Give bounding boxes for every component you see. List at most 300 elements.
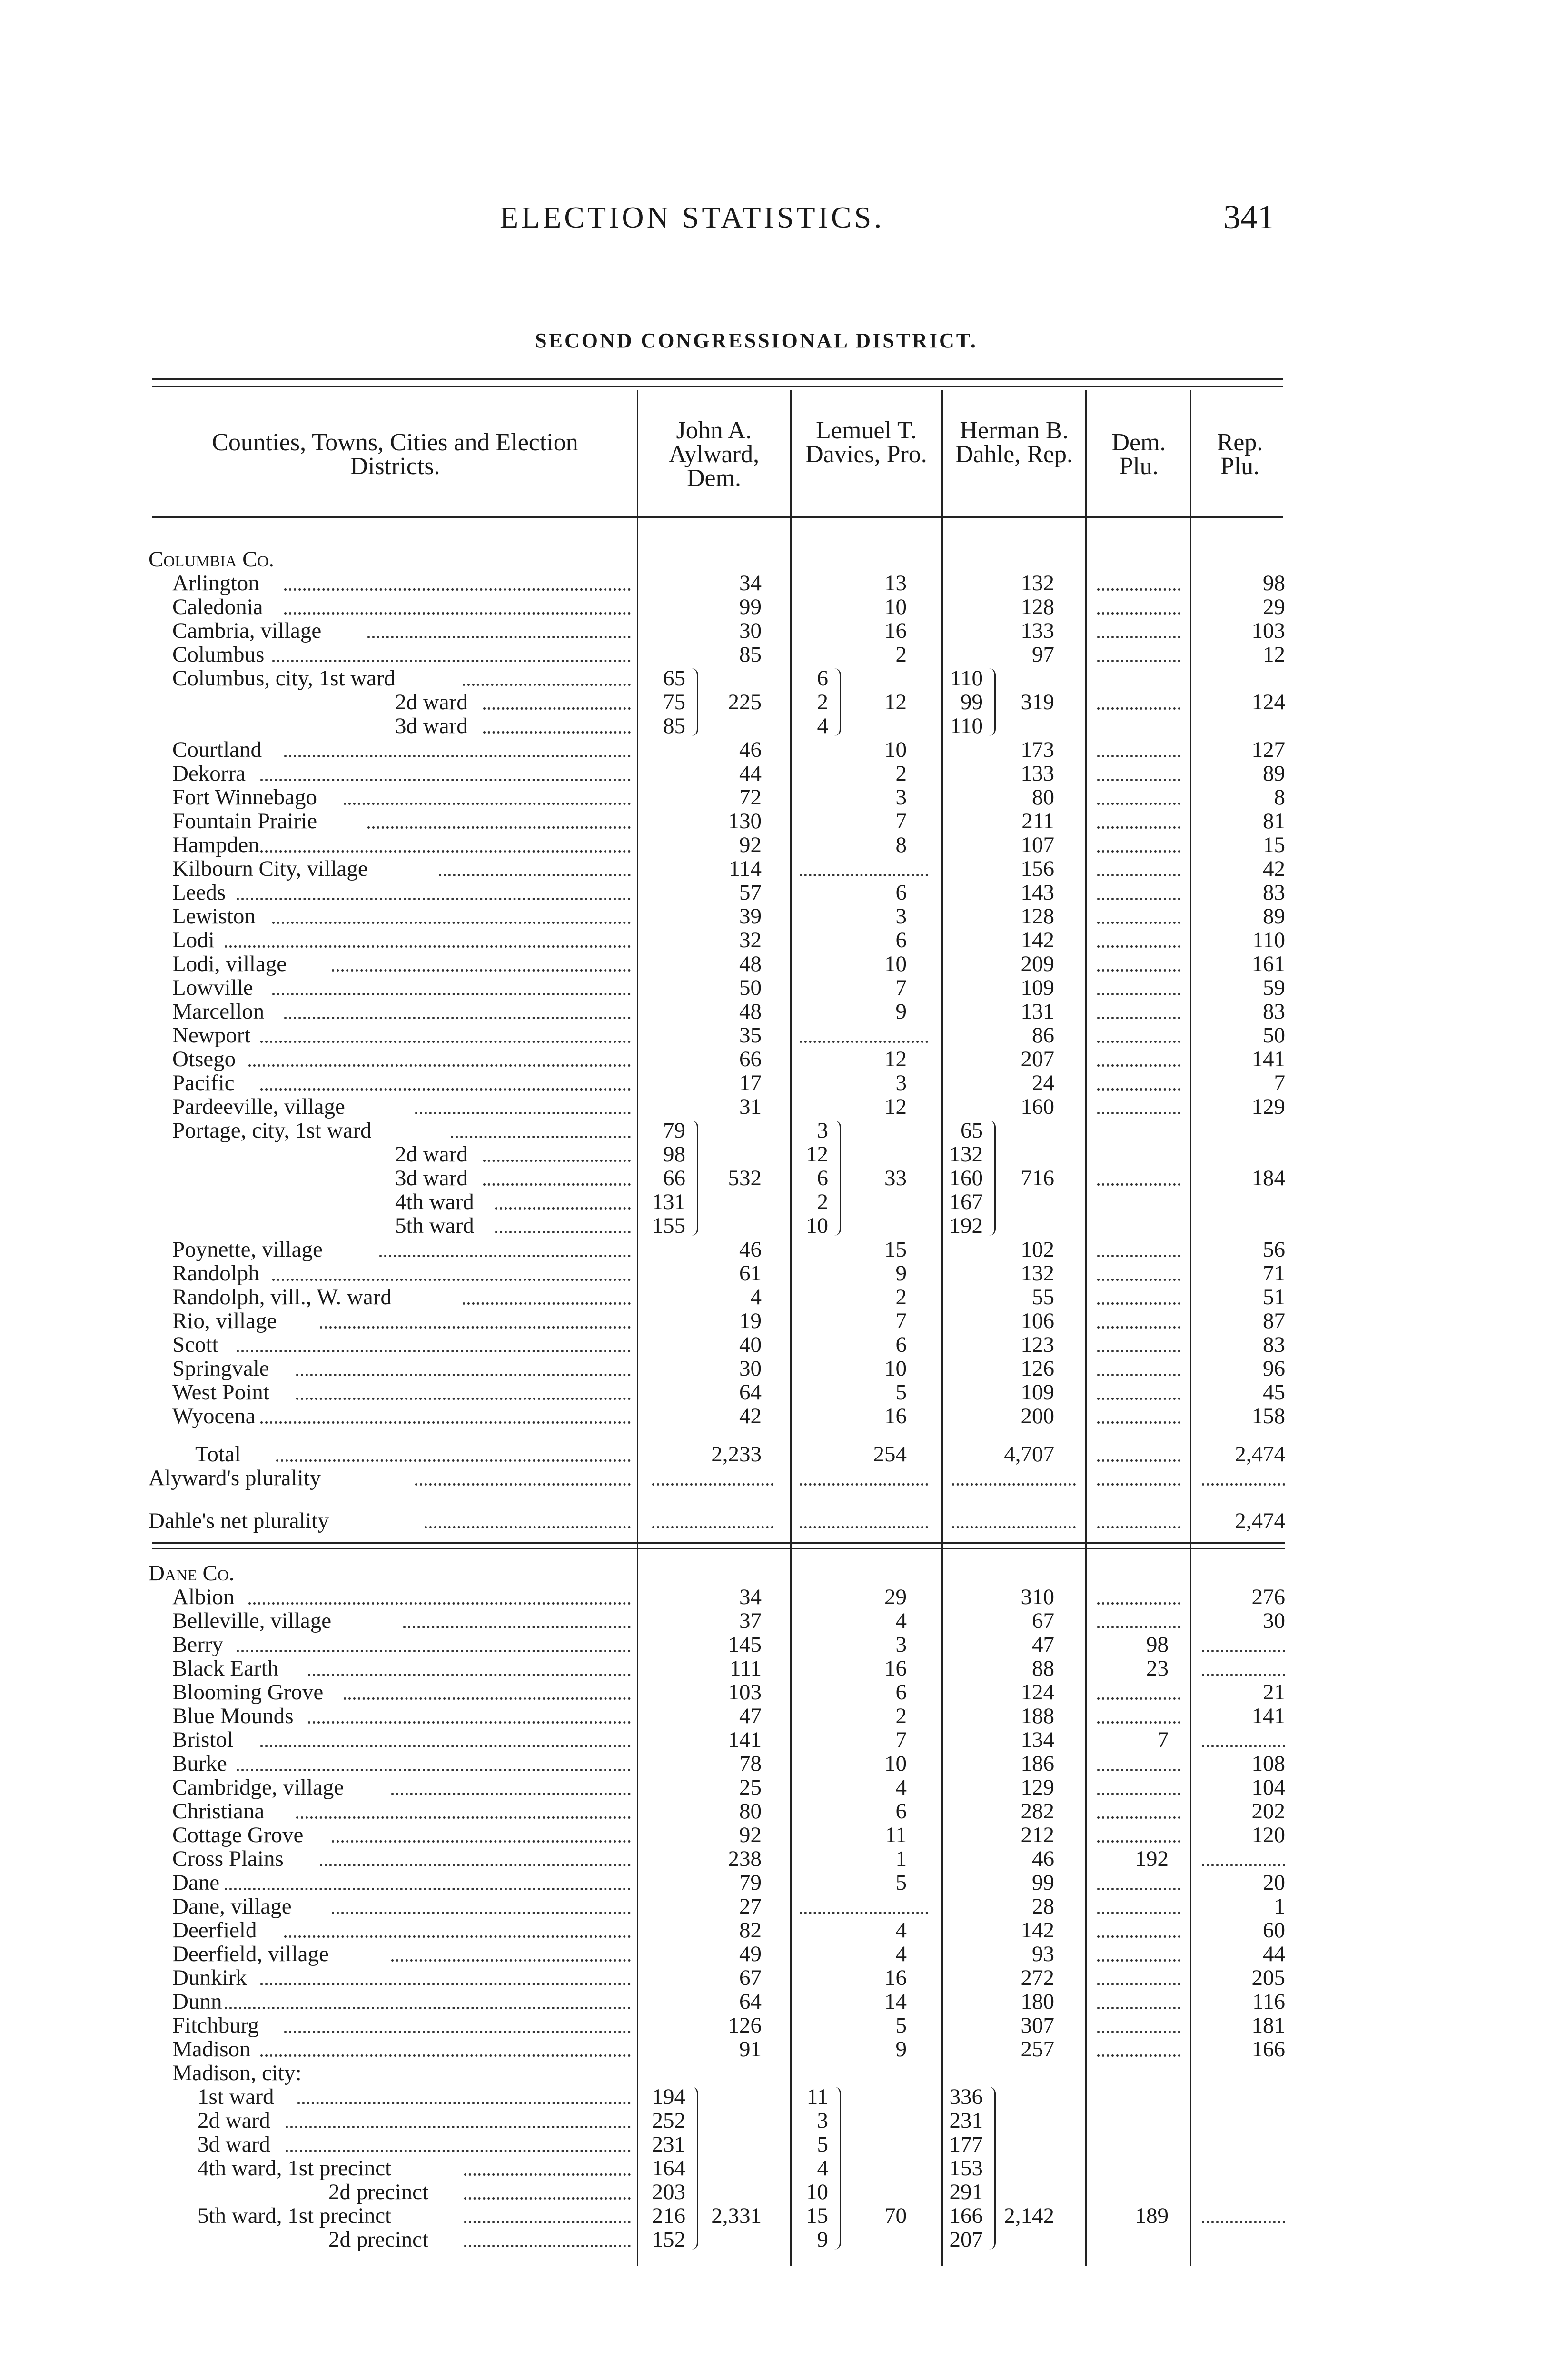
leader-dots (260, 1983, 631, 1985)
table-row (0, 857, 1546, 881)
table-row (0, 1823, 1546, 1847)
dahle-value: 132 (1021, 571, 1054, 595)
district-name: Black Earth (172, 1656, 279, 1680)
table-row (0, 1585, 1546, 1609)
dahle-value: 80 (1032, 785, 1054, 810)
aylward-subvalue: 65 (663, 666, 685, 691)
aylward-group-total: 225 (728, 690, 762, 714)
davies-value: 6 (895, 928, 907, 952)
empty-cell-dots (1097, 1888, 1180, 1890)
davies-value: 8 (895, 833, 907, 857)
davies-value: 2 (895, 761, 907, 786)
davies-subvalue: 6 (817, 666, 828, 691)
rep-plurality-value: 89 (1263, 761, 1285, 786)
aylward-subvalue: 98 (663, 1142, 685, 1167)
table-row (0, 619, 1546, 643)
district-name: 5th ward (395, 1214, 474, 1238)
empty-cell-dots (1202, 2221, 1285, 2223)
aylward-subvalue: 131 (652, 1190, 685, 1214)
aylward-value: 145 (728, 1632, 762, 1657)
empty-cell-dots (1097, 1721, 1180, 1724)
leader-dots (248, 1064, 631, 1067)
aylward-value: 30 (739, 1356, 762, 1381)
district-name: Lodi, village (172, 952, 287, 976)
leader-dots (296, 1374, 631, 1376)
table-row (0, 714, 1546, 738)
dahle-value: 188 (1021, 1704, 1054, 1728)
rep-plurality-value: 96 (1263, 1356, 1285, 1381)
leader-dots (332, 1840, 631, 1843)
empty-cell-dots (1097, 993, 1180, 995)
dahle-value: 67 (1032, 1608, 1054, 1633)
aylward-value: 79 (739, 1870, 762, 1895)
leader-dots (464, 2245, 631, 2247)
empty-cell-dots (1097, 1959, 1180, 1962)
dahle-value: 129 (1021, 1775, 1054, 1800)
dahle-value: 310 (1021, 1585, 1054, 1609)
page-number: 341 (1223, 198, 1275, 236)
table-row (0, 1609, 1546, 1633)
district-name: Rio, village (172, 1309, 277, 1333)
davies-group-total: 33 (884, 1166, 907, 1190)
empty-cell-dots (1097, 660, 1180, 662)
leader-dots (308, 1721, 631, 1724)
aylward-subvalue: 231 (652, 2132, 685, 2157)
rep-plurality-value: 98 (1263, 571, 1285, 595)
dahle-value: 143 (1021, 880, 1054, 905)
district-name: Arlington (172, 571, 259, 595)
leader-dots (464, 2197, 631, 2200)
aylward-value: 50 (739, 975, 762, 1000)
rep-plurality-group-total: 184 (1251, 1166, 1285, 1190)
district-name: 2d precinct (328, 2228, 429, 2251)
davies-subvalue: 12 (806, 1142, 828, 1167)
aylward-value: 78 (739, 1751, 762, 1776)
aylward-subvalue: 194 (652, 2084, 685, 2109)
dahle-value: 88 (1032, 1656, 1054, 1681)
rep-plurality-value: 108 (1251, 1751, 1285, 1776)
davies-subvalue: 6 (817, 1166, 828, 1190)
leader-dots (439, 874, 631, 876)
rep-plurality-value: 141 (1251, 1047, 1285, 1071)
aylward-value: 34 (739, 1585, 762, 1609)
dahle-subvalue: 110 (950, 714, 983, 738)
leader-dots (495, 1231, 631, 1233)
district-name: Portage, city, 1st ward (172, 1119, 372, 1142)
dahle-subvalue: 192 (949, 1213, 983, 1238)
header-top-rule (152, 378, 1283, 380)
davies-value: 7 (895, 1309, 907, 1333)
header-districts: Counties, Towns, Cities and Election Districts. (212, 429, 578, 480)
leader-dots (495, 1207, 631, 1210)
aylward-brace (690, 1121, 698, 1236)
empty-cell-dots (1202, 1650, 1285, 1652)
rep-plurality-total: 2,474 (1235, 1442, 1285, 1467)
davies-value: 1 (895, 1846, 907, 1871)
table-row (0, 738, 1546, 762)
district-name: Lewiston (172, 904, 256, 928)
aylward-value: 61 (739, 1261, 762, 1286)
aylward-value: 126 (728, 2013, 762, 2038)
davies-subvalue: 2 (817, 690, 828, 714)
leader-dots (296, 1398, 631, 1400)
davies-subvalue: 4 (817, 2156, 828, 2181)
aylward-value: 92 (739, 1823, 762, 1847)
dahle-value: 128 (1021, 904, 1054, 929)
dahle-value: 28 (1032, 1894, 1054, 1919)
aylward-value: 82 (739, 1918, 762, 1943)
davies-subvalue: 3 (817, 1118, 828, 1143)
aylward-value: 48 (739, 952, 762, 976)
aylward-value: 4 (750, 1285, 762, 1309)
dahle-subvalue: 336 (949, 2084, 983, 2109)
dahle-subvalue: 231 (949, 2108, 983, 2133)
section-rule (152, 1548, 1285, 1549)
davies-value: 7 (895, 809, 907, 833)
dahle-subvalue: 65 (961, 1118, 983, 1143)
table-row (0, 1071, 1546, 1095)
district-name: Poynette, village (172, 1238, 323, 1261)
dahle-value: 133 (1021, 761, 1054, 786)
table-row (0, 881, 1546, 904)
dahle-value: 106 (1021, 1309, 1054, 1333)
leader-dots (272, 922, 631, 924)
dahle-subvalue: 110 (950, 666, 983, 691)
davies-value: 10 (884, 1356, 907, 1381)
table-row (0, 2180, 1546, 2204)
dahle-value: 109 (1021, 1380, 1054, 1405)
davies-group-total: 12 (884, 690, 907, 714)
district-name: 3d ward (395, 1166, 468, 1190)
leader-dots (367, 826, 631, 829)
empty-cell-dots (1097, 969, 1180, 972)
table-row (0, 2228, 1546, 2251)
rep-plurality-value: 205 (1251, 1965, 1285, 1990)
header-dahle: Herman B. Dahle, Rep. (955, 417, 1073, 468)
district-name: Kilbourn City, village (172, 857, 368, 881)
district-name: 2d ward (395, 690, 468, 714)
empty-cell-dots (1097, 1626, 1180, 1628)
dahle-brace (988, 2087, 996, 2250)
dahle-value: 156 (1021, 856, 1054, 881)
aylward-subvalue: 203 (652, 2180, 685, 2204)
empty-cell-dots (800, 1912, 928, 1914)
leader-dots (237, 1350, 631, 1352)
aylward-value: 99 (739, 595, 762, 619)
district-name: 2d precinct (328, 2180, 429, 2204)
empty-cell-dots (1097, 636, 1180, 638)
rep-plurality-value: 161 (1251, 952, 1285, 976)
dahle-value: 86 (1032, 1023, 1054, 1048)
dahle-subvalue: 207 (949, 2227, 983, 2252)
dahle-value: 307 (1021, 2013, 1054, 2038)
davies-value: 5 (895, 1870, 907, 1895)
davies-brace (833, 668, 841, 736)
empty-cell-dots (1097, 1279, 1180, 1281)
table-row (0, 1966, 1546, 1990)
davies-value: 12 (884, 1047, 907, 1071)
district-name: Alyward's plurality (149, 1466, 321, 1490)
empty-cell-dots (1097, 1769, 1180, 1771)
dahle-value: 109 (1021, 975, 1054, 1000)
rep-plurality-value: 29 (1263, 595, 1285, 619)
leader-dots (272, 1279, 631, 1281)
table-row (0, 928, 1546, 952)
table-row (0, 1704, 1546, 1728)
davies-brace (833, 2087, 841, 2250)
davies-value: 5 (895, 1380, 907, 1405)
county-heading (0, 547, 1546, 571)
leader-dots (464, 2173, 631, 2176)
davies-value: 3 (895, 1071, 907, 1095)
leader-dots (403, 1626, 631, 1628)
district-name: Fort Winnebago (172, 785, 317, 809)
davies-value: 10 (884, 1751, 907, 1776)
aylward-value: 39 (739, 904, 762, 929)
rep-plurality-value: 44 (1263, 1942, 1285, 1966)
leader-dots (272, 660, 631, 662)
district-name: Springvale (172, 1357, 269, 1380)
district-name: Caledonia (172, 595, 263, 619)
davies-value: 2 (895, 642, 907, 667)
empty-cell-dots (1097, 1088, 1180, 1091)
empty-cell-dots (1097, 1326, 1180, 1329)
aylward-value: 64 (739, 1989, 762, 2014)
empty-cell-dots (800, 1526, 928, 1528)
aylward-value: 44 (739, 761, 762, 786)
table-row (0, 1214, 1546, 1238)
empty-cell-dots (1097, 898, 1180, 900)
aylward-subvalue: 216 (652, 2203, 685, 2228)
davies-subvalue: 4 (817, 714, 828, 738)
leader-dots (237, 1650, 631, 1652)
dahle-subvalue: 99 (961, 690, 983, 714)
aylward-value: 48 (739, 999, 762, 1024)
table-row (0, 1680, 1546, 1704)
dahle-value: 107 (1021, 833, 1054, 857)
davies-value: 6 (895, 1332, 907, 1357)
table-row (0, 643, 1546, 666)
table-row (0, 1799, 1546, 1823)
rep-plurality-value: 181 (1251, 2013, 1285, 2038)
rep-plurality-value: 83 (1263, 999, 1285, 1024)
table-row (0, 1000, 1546, 1023)
davies-value: 29 (884, 1585, 907, 1609)
davies-value: 3 (895, 904, 907, 929)
dahle-value: 131 (1021, 999, 1054, 1024)
empty-cell-dots (952, 1526, 1076, 1528)
table-row (0, 1894, 1546, 1918)
district-name: Fountain Prairie (172, 809, 317, 833)
aylward-value: 19 (739, 1309, 762, 1333)
rep-plurality-value: 21 (1263, 1680, 1285, 1705)
dahle-total: 4,707 (1004, 1442, 1054, 1467)
dahle-value: 132 (1021, 1261, 1054, 1286)
table-row (0, 1990, 1546, 2013)
davies-value: 16 (884, 1965, 907, 1990)
aylward-value: 114 (729, 856, 762, 881)
empty-cell-dots (1097, 945, 1180, 948)
leader-dots (260, 1745, 631, 1747)
district-name: Deerfield (172, 1918, 257, 1942)
dahle-net-row (0, 1509, 1546, 1533)
aylward-value: 111 (729, 1656, 762, 1681)
rep-plurality-group-total: 124 (1251, 690, 1285, 714)
davies-value: 10 (884, 595, 907, 619)
aylward-value: 92 (739, 833, 762, 857)
aylward-subvalue: 152 (652, 2227, 685, 2252)
davies-value: 4 (895, 1942, 907, 1966)
empty-cell-dots (1097, 874, 1180, 876)
empty-cell-dots (1097, 1255, 1180, 1257)
table-row (0, 1380, 1546, 1404)
dahle-value: 211 (1021, 809, 1054, 833)
district-name: 3d ward (198, 2132, 270, 2156)
empty-cell-dots (1097, 2007, 1180, 2009)
empty-cell-dots (1097, 1017, 1180, 1019)
dahle-value: 102 (1021, 1237, 1054, 1262)
dahle-value: 46 (1032, 1846, 1054, 1871)
davies-value: 9 (895, 1261, 907, 1286)
running-head: ELECTION STATISTICS. (500, 200, 885, 234)
davies-value: 7 (895, 975, 907, 1000)
davies-subvalue: 10 (806, 1213, 828, 1238)
davies-subvalue: 5 (817, 2132, 828, 2157)
davies-subvalue: 3 (817, 2108, 828, 2133)
leader-dots (451, 1136, 631, 1138)
aylward-value: 66 (739, 1047, 762, 1071)
dahle-subvalue: 166 (949, 2203, 983, 2228)
rep-plurality-value: 83 (1263, 1332, 1285, 1357)
dahle-value: 212 (1021, 1823, 1054, 1847)
leader-dots (225, 1888, 631, 1890)
leader-dots (286, 2126, 631, 2128)
empty-cell-dots (1097, 1840, 1180, 1843)
table-row (0, 762, 1546, 785)
dem-plurality-group-total: 189 (1135, 2203, 1169, 2228)
district-name: Wyocena (172, 1404, 256, 1428)
district-name: West Point (172, 1380, 269, 1404)
table-row (0, 595, 1546, 619)
district-name: Belleville, village (172, 1609, 332, 1633)
leader-dots (344, 803, 631, 805)
empty-cell-dots (1097, 1421, 1180, 1424)
aylward-subvalue: 164 (652, 2156, 685, 2181)
district-name: Berry (172, 1633, 224, 1656)
rep-plurality-value: 110 (1252, 928, 1285, 952)
header-bottom-rule (152, 516, 1283, 518)
davies-value: 2 (895, 1285, 907, 1309)
davies-value: 6 (895, 1799, 907, 1824)
table-row (0, 952, 1546, 976)
rep-plurality-value: 120 (1251, 1823, 1285, 1847)
leader-dots (308, 1674, 631, 1676)
davies-value: 16 (884, 1656, 907, 1681)
district-name: Columbus (172, 643, 265, 666)
district-name: Dunkirk (172, 1966, 247, 1990)
rep-plurality-value: 42 (1263, 856, 1285, 881)
district-name: Fitchburg (172, 2013, 259, 2037)
empty-cell-dots (1097, 922, 1180, 924)
table-row (0, 1775, 1546, 1799)
empty-cell-dots (800, 874, 928, 876)
empty-cell-dots (1097, 612, 1180, 615)
davies-value: 14 (884, 1989, 907, 2014)
empty-cell-dots (1097, 1183, 1180, 1186)
dahle-value: 173 (1021, 737, 1054, 762)
empty-cell-dots (1097, 2031, 1180, 2033)
aylward-value: 40 (739, 1332, 762, 1357)
table-row (0, 666, 1546, 690)
bracketed-total (0, 690, 1546, 714)
dahle-value: 128 (1021, 595, 1054, 619)
leader-dots (284, 588, 631, 591)
davies-value: 9 (895, 999, 907, 1024)
table-row (0, 785, 1546, 809)
empty-cell-dots (800, 1041, 928, 1043)
header-dem-plu: Dem. Plu. (1111, 429, 1166, 480)
rep-plurality-value: 103 (1251, 618, 1285, 643)
dahle-value: 200 (1021, 1404, 1054, 1428)
district-name: Marcellon (172, 1000, 265, 1023)
aylward-subvalue: 85 (663, 714, 685, 738)
davies-value: 4 (895, 1608, 907, 1633)
table-row (0, 833, 1546, 857)
district-name: Madison, city: (172, 2061, 302, 2085)
rep-plurality-value: 1 (1274, 1894, 1285, 1919)
table-row (0, 1656, 1546, 1680)
table-row (0, 1404, 1546, 1428)
table-row (0, 1285, 1546, 1309)
dahle-subvalue: 291 (949, 2180, 983, 2204)
table-row (0, 1728, 1546, 1752)
district-name: Cross Plains (172, 1847, 284, 1871)
district-title: SECOND CONGRESSIONAL DISTRICT. (535, 329, 978, 352)
table-row (0, 1357, 1546, 1380)
aylward-value: 27 (739, 1894, 762, 1919)
table-row (0, 2085, 1546, 2109)
dahle-value: 209 (1021, 952, 1054, 976)
aylward-value: 91 (739, 2037, 762, 2062)
aylward-subvalue: 252 (652, 2108, 685, 2133)
davies-subvalue: 2 (817, 1190, 828, 1214)
table-row (0, 809, 1546, 833)
dahle-value: 272 (1021, 1965, 1054, 1990)
rep-plurality-value: 276 (1251, 1585, 1285, 1609)
davies-value: 12 (884, 1094, 907, 1119)
davies-value: 3 (895, 785, 907, 810)
aylward-value: 32 (739, 928, 762, 952)
rep-plurality-value: 127 (1251, 737, 1285, 762)
dahle-subvalue: 160 (949, 1166, 983, 1190)
district-name: Pardeeville, village (172, 1095, 345, 1119)
empty-cell-dots (1097, 588, 1180, 591)
district-name: Deerfield, village (172, 1942, 329, 1966)
empty-cell-dots (1097, 1374, 1180, 1376)
empty-cell-dots (652, 1526, 773, 1528)
aylward-value: 67 (739, 1965, 762, 1990)
davies-value: 2 (895, 1704, 907, 1728)
dahle-value: 133 (1021, 618, 1054, 643)
district-name: 2d ward (198, 2109, 270, 2132)
davies-value: 3 (895, 1632, 907, 1657)
table-row (0, 904, 1546, 928)
empty-cell-dots (1097, 1816, 1180, 1819)
rep-plurality-value: 60 (1263, 1918, 1285, 1943)
leader-dots (379, 1255, 631, 1257)
district-name: Otsego (172, 1047, 236, 1071)
leader-dots (237, 898, 631, 900)
